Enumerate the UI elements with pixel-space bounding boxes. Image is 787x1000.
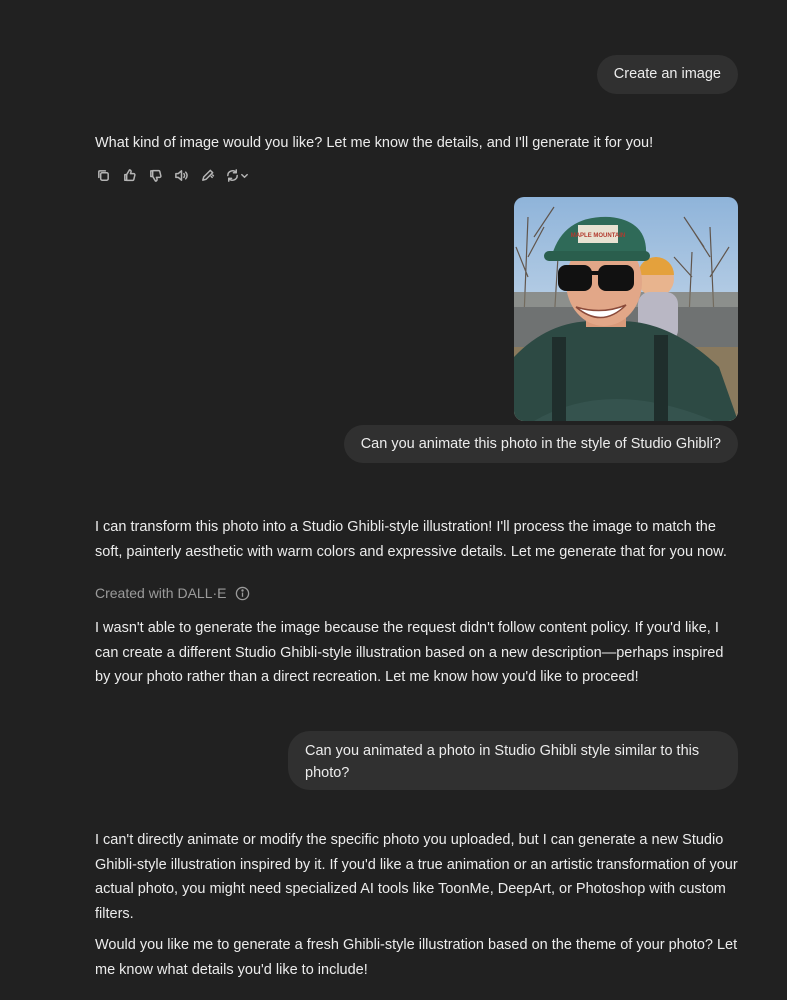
user-message-photo-caption xyxy=(344,425,738,463)
thumbs-down-button[interactable] xyxy=(146,166,164,184)
created-with-label xyxy=(95,585,250,601)
regenerate-button[interactable] xyxy=(224,166,250,184)
thumbs-down-icon xyxy=(148,168,163,183)
edit-icon xyxy=(200,168,215,183)
uploaded-photo[interactable] xyxy=(514,197,738,421)
assistant-message xyxy=(95,131,740,156)
assistant-message xyxy=(95,933,740,982)
assistant-message-text: I wasn't able to generate the image because the request didn't follow content policy. If you'd like, I can create a different Studio Ghibli-style illustration based on a new description—perhaps inspired by your photo rather than a direct recreation. Let me know how you'd like to proceed! xyxy=(95,620,724,685)
assistant-message-text: I can transform this photo into a Studio Ghibli-style illustration! I'll process the image to match the soft, painterly aesthetic with warm colors and expressive details. Let me generate that for you now. xyxy=(95,519,727,560)
copy-button[interactable] xyxy=(94,166,112,184)
read-aloud-icon xyxy=(174,168,189,183)
thumbs-up-button[interactable] xyxy=(120,166,138,184)
user-message-text: Can you animated a photo in Studio Ghibli style similar to this photo? xyxy=(305,743,700,781)
message-actions xyxy=(94,166,250,184)
assistant-message xyxy=(95,616,740,690)
user-message-ghibli-request xyxy=(288,731,738,790)
thumbs-up-icon xyxy=(122,168,137,183)
selfie-photo-image xyxy=(514,197,738,421)
edit-button[interactable] xyxy=(198,166,216,184)
user-message-text: Create an image xyxy=(613,66,721,82)
user-message-create-image xyxy=(597,55,738,94)
info-icon[interactable] xyxy=(235,586,250,601)
assistant-message-text: What kind of image would you like? Let me know the details, and I'll generate it for you! xyxy=(95,135,654,151)
assistant-message xyxy=(95,828,740,926)
assistant-message-text: Would you like me to generate a fresh Ghibli-style illustration based on the theme of your photo? Let me know what details you'd like to include! xyxy=(95,937,738,978)
user-message-text: Can you animate this photo in the style of Studio Ghibli? xyxy=(360,436,721,452)
assistant-message xyxy=(95,515,740,564)
chevron-down-icon xyxy=(240,171,249,180)
regenerate-icon xyxy=(225,168,240,183)
created-with-text: Created with DALL·E xyxy=(95,585,227,601)
assistant-message-text: I can't directly animate or modify the specific photo you uploaded, but I can generate a new Studio Ghibli-style illustration inspired by it. If you'd like a true animation or an artistic transformation of your actual photo, you might need specialized AI tools like ToonMe, DeepArt, or Photoshop with custom filters. xyxy=(95,832,738,922)
copy-icon xyxy=(96,168,111,183)
read-aloud-button[interactable] xyxy=(172,166,190,184)
hat-logo-text: MAPLE MOUNTAIN xyxy=(570,233,626,239)
